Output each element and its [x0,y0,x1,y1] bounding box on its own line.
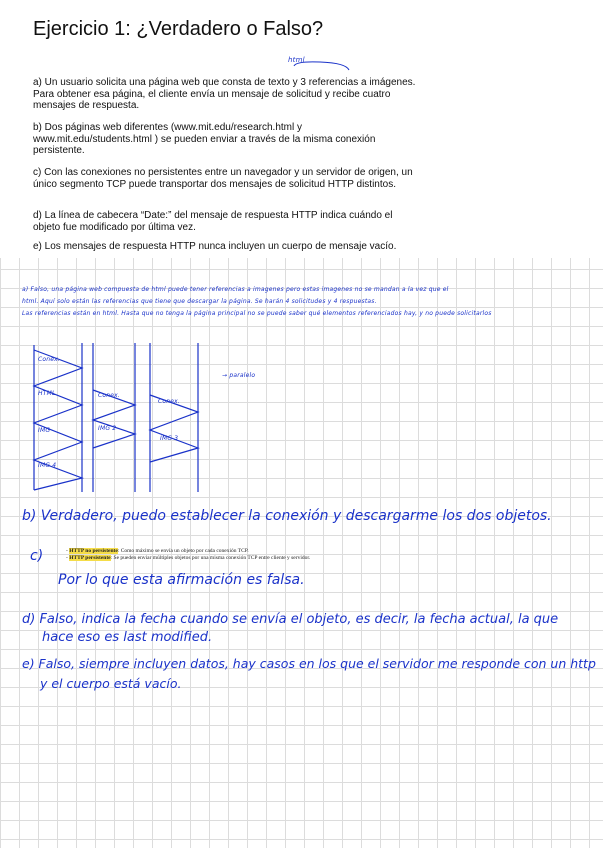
answer-d-line-1: d) Falso, indica la fecha cuando se envía el objeto, es decir, la fecha actual, la que [22,612,559,627]
definition-persistent: - HTTP persistente: Se pueden enviar múltiples objetos por una misma conexión TCP entre cliente y servidor. [66,555,311,561]
answer-a-line-1: a) Falso, una página web compuesta de html puede tener referencias a imagenes pero estas imagenes no se mandan a la vez que el [22,286,449,293]
diagram-label-html: HTML [38,390,56,397]
zigzag-right [150,395,198,462]
zigzag-left [34,350,82,490]
html-annotation: html [288,56,305,64]
diagram-label-img4: IMG 4 [38,462,57,469]
brace-mark [294,62,349,70]
question-d: d) La línea de cabecera “Date:” del mensaje de respuesta HTTP indica cuándo el objeto fue modificado por última vez. [33,210,393,233]
question-c: c) Con las conexiones no persistentes entre un navegador y un servidor de origen, un único segmento TCP puede transportar dos mensajes de solicitud HTTP distintos. [33,167,413,190]
diagram-label-img3: IMG 3 [160,435,179,442]
answer-b: b) Verdadero, puedo establecer la conexión y descargarme los dos objetos. [22,508,552,524]
diagram-label-conn2: Conex. [98,392,121,399]
diagram-label-img1: IMG [38,427,51,434]
answer-d-line-2: hace eso es last modified. [42,630,213,645]
answer-e-line-2: y el cuerpo está vacío. [40,676,182,691]
answer-a-line-2: html. Aquí solo están las referencias que tiene que descargar la página. Se harán 4 solicitudes y 4 respuestas. [22,298,377,305]
diagram-label-conn3: Conex. [158,398,181,405]
pasted-definitions [60,548,360,562]
diagram-side-note: → paralelo [222,372,256,379]
answer-c-text: Por lo que esta afirmación es falsa. [58,572,305,588]
question-b: b) Dos páginas web diferentes (www.mit.edu/research.html y www.mit.edu/students.html ) se pueden enviar a través de la misma conexión persistente. [33,122,376,156]
answer-e-line-1: e) Falso, siempre incluyen datos, hay casos en los que el servidor me responde con un http [22,656,596,671]
answer-a-line-3: Las referencias están en html. Hasta que no tenga la página principal no se puede saber qué elementos referenciados hay, y no puede solicitarlos [22,310,492,317]
answer-c-label: c) [30,548,44,564]
question-e: e) Los mensajes de respuesta HTTP nunca incluyen un cuerpo de mensaje vacío. [33,241,397,252]
question-a: a) Un usuario solicita una página web que consta de texto y 3 referencias a imágenes. Para obtener esa página, el cliente envía un mensaje de solicitud y recibe cuatro mensajes de respuesta. [33,77,416,111]
diagram-label-img2: IMG 2 [98,425,117,432]
definition-non-persistent: - HTTP no persistente: Como máximo se envía un objeto por cada conexión TCP. [66,548,249,554]
diagram-label-conn1: Conex. [38,356,61,363]
page-title: Ejercicio 1: ¿Verdadero o Falso? [33,18,324,40]
